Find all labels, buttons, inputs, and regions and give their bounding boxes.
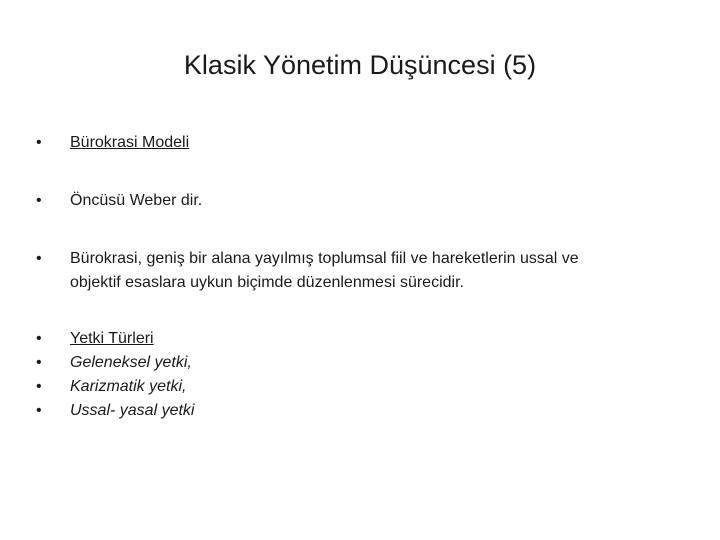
slide-title: Klasik Yönetim Düşüncesi (5): [183, 50, 537, 80]
bullet-text: Ussal- yasal yetki: [70, 402, 195, 419]
bullet-item-definition: [36, 247, 676, 295]
bullet-text: Yetki Türleri: [70, 330, 154, 347]
bullet-icon: •: [36, 378, 42, 395]
bullet-text: [70, 247, 676, 295]
bullet-icon: •: [36, 250, 42, 267]
bullet-text: Bürokrasi Modeli: [70, 134, 190, 151]
bullet-text: Öncüsü Weber dir.: [70, 192, 203, 209]
bullet-item-traditional-authority: [36, 351, 676, 375]
bullet-item-authority-types: [36, 327, 676, 351]
bullet-icon: •: [36, 192, 42, 209]
bullet-icon: •: [36, 402, 42, 419]
bullet-icon: •: [36, 354, 42, 371]
bullet-text: Geleneksel yetki,: [70, 354, 192, 371]
bullet-icon: •: [36, 134, 42, 151]
bullet-text: Karizmatik yetki,: [70, 378, 187, 395]
bullet-item-charismatic-authority: [36, 375, 676, 399]
bullet-item-legal-authority: [36, 399, 676, 423]
bullet-item-bureaucracy-model: [36, 131, 676, 155]
definition-line-1: Bürokrasi, geniş bir alana yayılmış toplumsal fiil ve hareketlerin ussal ve: [70, 250, 579, 267]
bullet-icon: •: [36, 330, 42, 347]
definition-line-2: objektif esaslara uykun biçimde düzenlenmesi sürecidir.: [70, 274, 464, 291]
bullet-item-pioneer: [36, 189, 676, 213]
